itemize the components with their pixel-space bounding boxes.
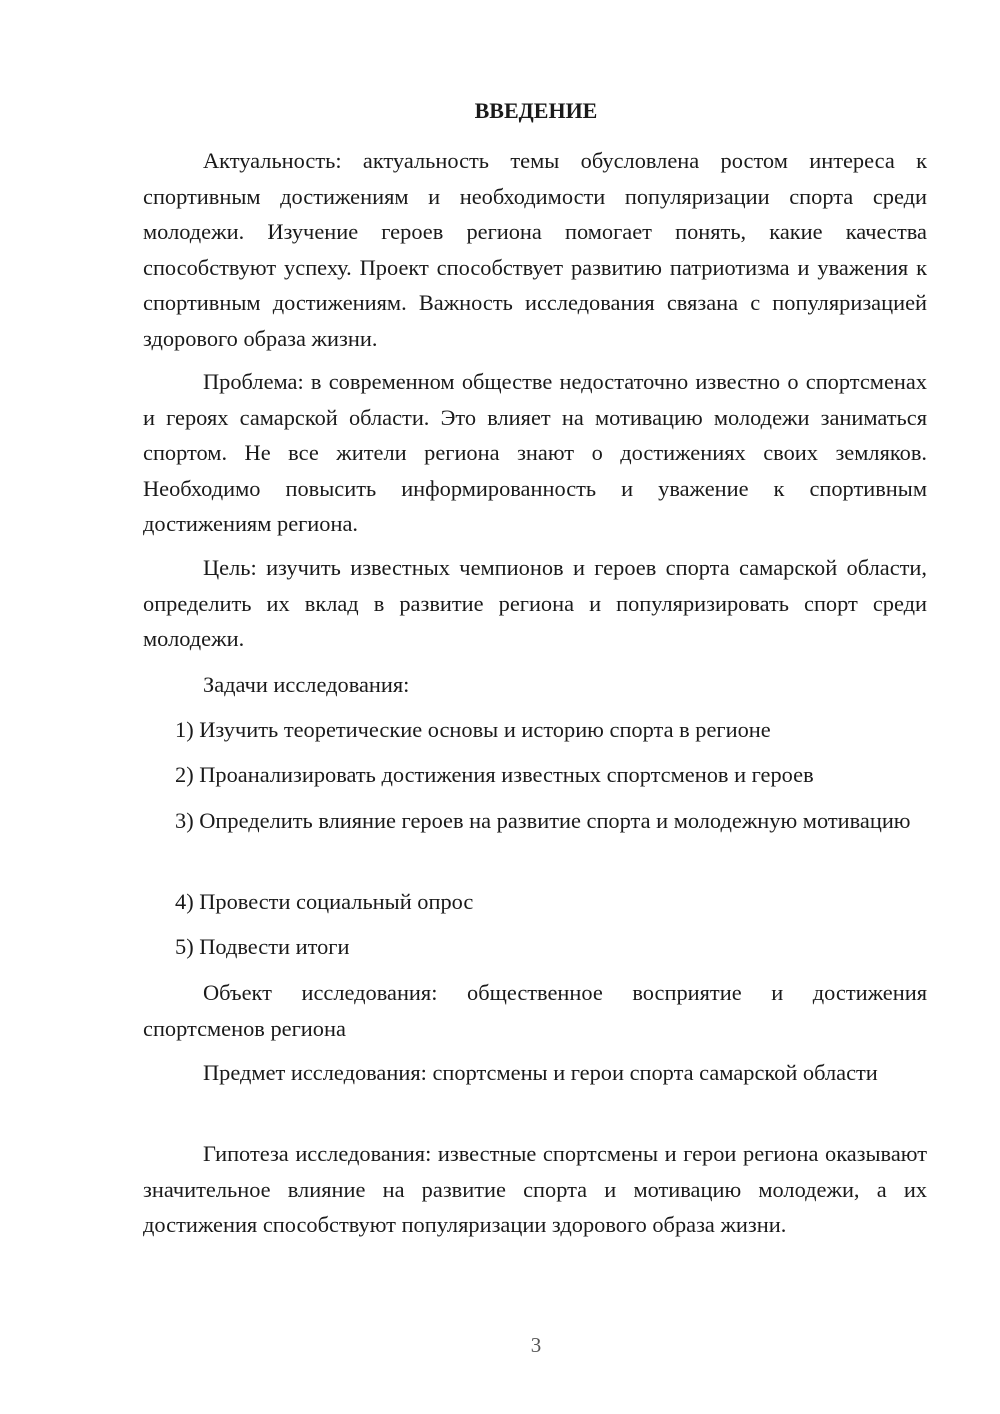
page-title: ВВЕДЕНИЕ [474,98,598,123]
problem-paragraph: Проблема: в современном обществе недостаточно известно о спортсменах и героях самарской области. Это влияет на мотивацию молодежи заниматься спортом. Не все жители региона знают о достижениях своих земляков. Необходимо повысить информированность и уважение к спортивным достижениям региона. [143,369,927,536]
relevance-paragraph: Актуальность: актуальность темы обусловлена ростом интереса к спортивным достижениям и необходимости популяризации спорта среди молодежи. Изучение героев региона помогает понять, какие качества способствуют успеху. Проект способствует развитию патриотизма и уважения к спортивным достижениям. Важность исследования связана с популяризацией здорового образа жизни. [143,148,927,351]
object-paragraph: Объект исследования: общественное восприятие и достижения спортсменов региона [143,980,927,1041]
task-item-5: 5) Подвести итоги [175,934,350,959]
task-item-1: 1) Изучить теоретические основы и историю спорта в регионе [175,717,771,742]
goal-paragraph: Цель: изучить известных чемпионов и героев спорта самарской области, определить их вклад в развитие региона и популяризировать спорт среди молодежи. [143,555,927,651]
task-item-2: 2) Проанализировать достижения известных спортсменов и героев [175,762,814,787]
hypothesis-paragraph: Гипотеза исследования: известные спортсмены и герои региона оказывают значительное влияние на развитие спорта и мотивацию молодежи, а их достижения способствуют популяризации здорового образа жизни. [143,1141,927,1237]
task-item-3: 3) Определить влияние героев на развитие спорта и молодежную мотивацию [175,808,911,833]
subject-paragraph: Предмет исследования: спортсмены и герои спорта самарской области [203,1060,878,1085]
page-number: 3 [530,1333,542,1357]
task-item-4: 4) Провести социальный опрос [175,889,474,914]
tasks-heading: Задачи исследования: [203,672,410,697]
